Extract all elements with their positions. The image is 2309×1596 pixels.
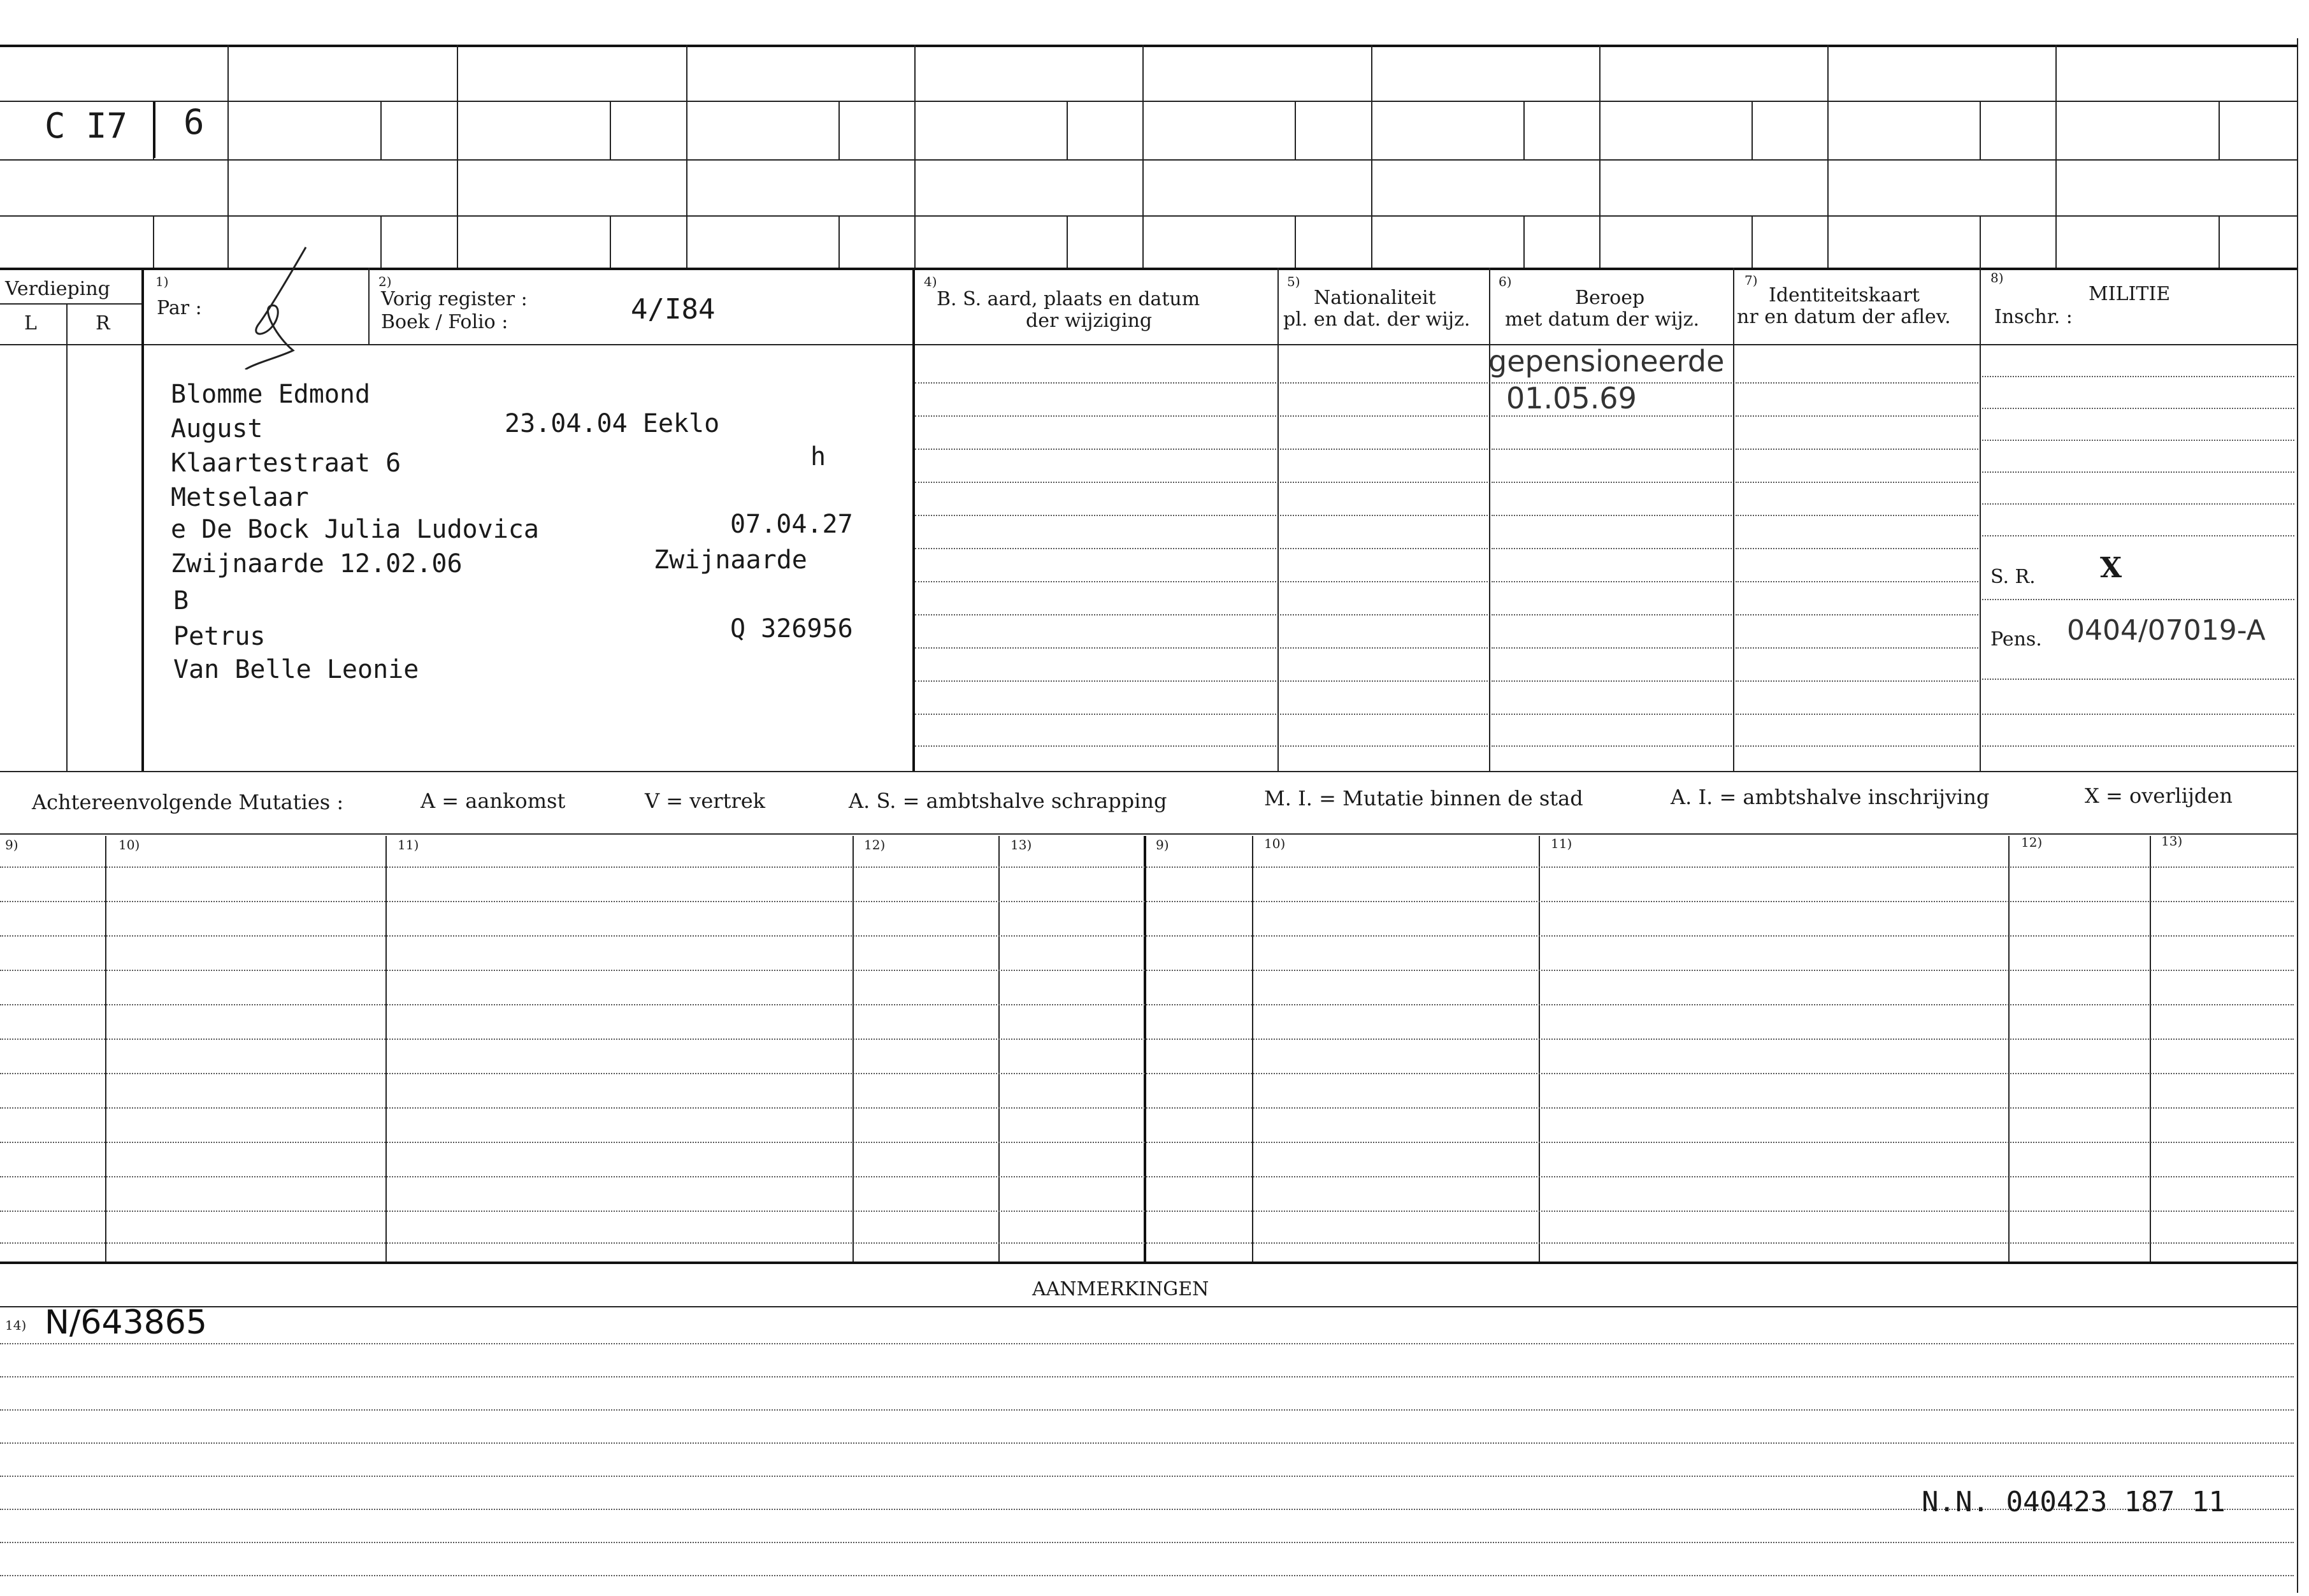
bs-header-line2: der wijziging	[1026, 310, 1153, 332]
sheet-code: C I7	[45, 106, 128, 146]
mutation-col-9b: 9)	[1156, 837, 1169, 852]
person-id-number: Q 326956	[730, 614, 853, 643]
par-signature-icon	[242, 242, 319, 370]
beroep-value: gepensioneerde	[1488, 344, 1725, 378]
field-number-1: 1)	[155, 274, 169, 289]
remarks-value: N/643865	[45, 1304, 207, 1342]
verdieping-label: Verdieping	[5, 278, 110, 300]
person-spouse-date: 07.04.27	[730, 510, 853, 539]
field-number-4: 4)	[924, 274, 937, 289]
legend-mutatie: M. I. = Mutatie binnen de stad	[1264, 786, 1583, 810]
mutation-col-11b: 11)	[1551, 836, 1572, 851]
par-label: Par :	[157, 297, 202, 319]
inschr-label: Inschr. :	[1994, 306, 2073, 328]
person-profession: Metselaar	[171, 483, 309, 512]
legend-aankomst: A = aankomst	[421, 789, 566, 813]
person-address: Klaartestraat 6	[171, 449, 401, 478]
sr-label: S. R.	[1990, 566, 2036, 588]
boek-folio-value: 4/I84	[631, 293, 716, 326]
field-number-2: 2)	[378, 274, 392, 289]
nationality-header-line1: Nationaliteit	[1314, 287, 1436, 309]
mutation-col-13: 13)	[1011, 837, 1032, 852]
bs-header-line1: B. S. aard, plaats en datum	[937, 288, 1200, 310]
person-mother: Van Belle Leonie	[173, 655, 419, 684]
vorig-register-label: Vorig register :	[381, 288, 528, 310]
militie-header: MILITIE	[2089, 283, 2171, 305]
field-number-7: 7)	[1744, 273, 1758, 288]
field-number-6: 6)	[1499, 274, 1512, 289]
legend-overlijden: X = overlijden	[2085, 784, 2233, 808]
person-spouse-birth: Zwijnaarde 12.02.06	[171, 549, 463, 579]
field-number-5: 5)	[1287, 274, 1300, 289]
person-nationality: B	[173, 586, 189, 615]
remarks-title: AANMERKINGEN	[1032, 1278, 1209, 1300]
sr-value: X	[2100, 552, 2122, 584]
national-number: N.N. 040423 187 11	[1922, 1486, 2226, 1518]
mutation-col-9: 9)	[5, 837, 18, 852]
field-number-14: 14)	[5, 1318, 27, 1333]
person-father: Petrus	[173, 622, 266, 651]
person-spouse-place: Zwijnaarde	[654, 545, 807, 575]
field-number-8: 8)	[1990, 270, 2004, 285]
id-header-line2: nr en datum der aflev.	[1737, 306, 1951, 328]
boek-folio-label: Boek / Folio :	[381, 311, 508, 333]
mutation-col-12b: 12)	[2021, 835, 2043, 850]
person-spouse: e De Bock Julia Ludovica	[171, 515, 539, 544]
legend-ambtshalve-inschrijving: A. I. = ambtshalve inschrijving	[1671, 785, 1990, 809]
mutation-col-11: 11)	[398, 837, 419, 852]
person-address-mark: h	[810, 442, 826, 471]
legend-title: Achtereenvolgende Mutaties :	[32, 790, 344, 814]
person-name: Blomme Edmond	[171, 380, 371, 409]
beroep-date: 01.05.69	[1506, 381, 1637, 415]
mutation-col-10b: 10)	[1264, 836, 1286, 851]
beroep-header-line1: Beroep	[1575, 287, 1645, 309]
beroep-header-line2: met datum der wijz.	[1505, 308, 1699, 331]
person-first-name: August	[171, 414, 263, 443]
id-header-line1: Identiteitskaart	[1769, 284, 1920, 306]
floor-right-label: R	[96, 312, 110, 334]
pens-label: Pens.	[1990, 628, 2042, 651]
person-birth: 23.04.04 Eeklo	[505, 409, 720, 438]
floor-left-label: L	[24, 312, 37, 334]
pens-value: 0404/07019-A	[2067, 614, 2266, 647]
mutation-col-12: 12)	[864, 837, 886, 852]
sheet-number: 6	[183, 102, 205, 142]
legend-vertrek: V = vertrek	[645, 789, 766, 813]
mutation-col-10: 10)	[119, 837, 140, 852]
legend-ambtshalve-schrapping: A. S. = ambtshalve schrapping	[849, 789, 1167, 813]
nationality-header-line2: pl. en dat. der wijz.	[1283, 308, 1471, 331]
mutation-col-13b: 13)	[2161, 833, 2183, 849]
